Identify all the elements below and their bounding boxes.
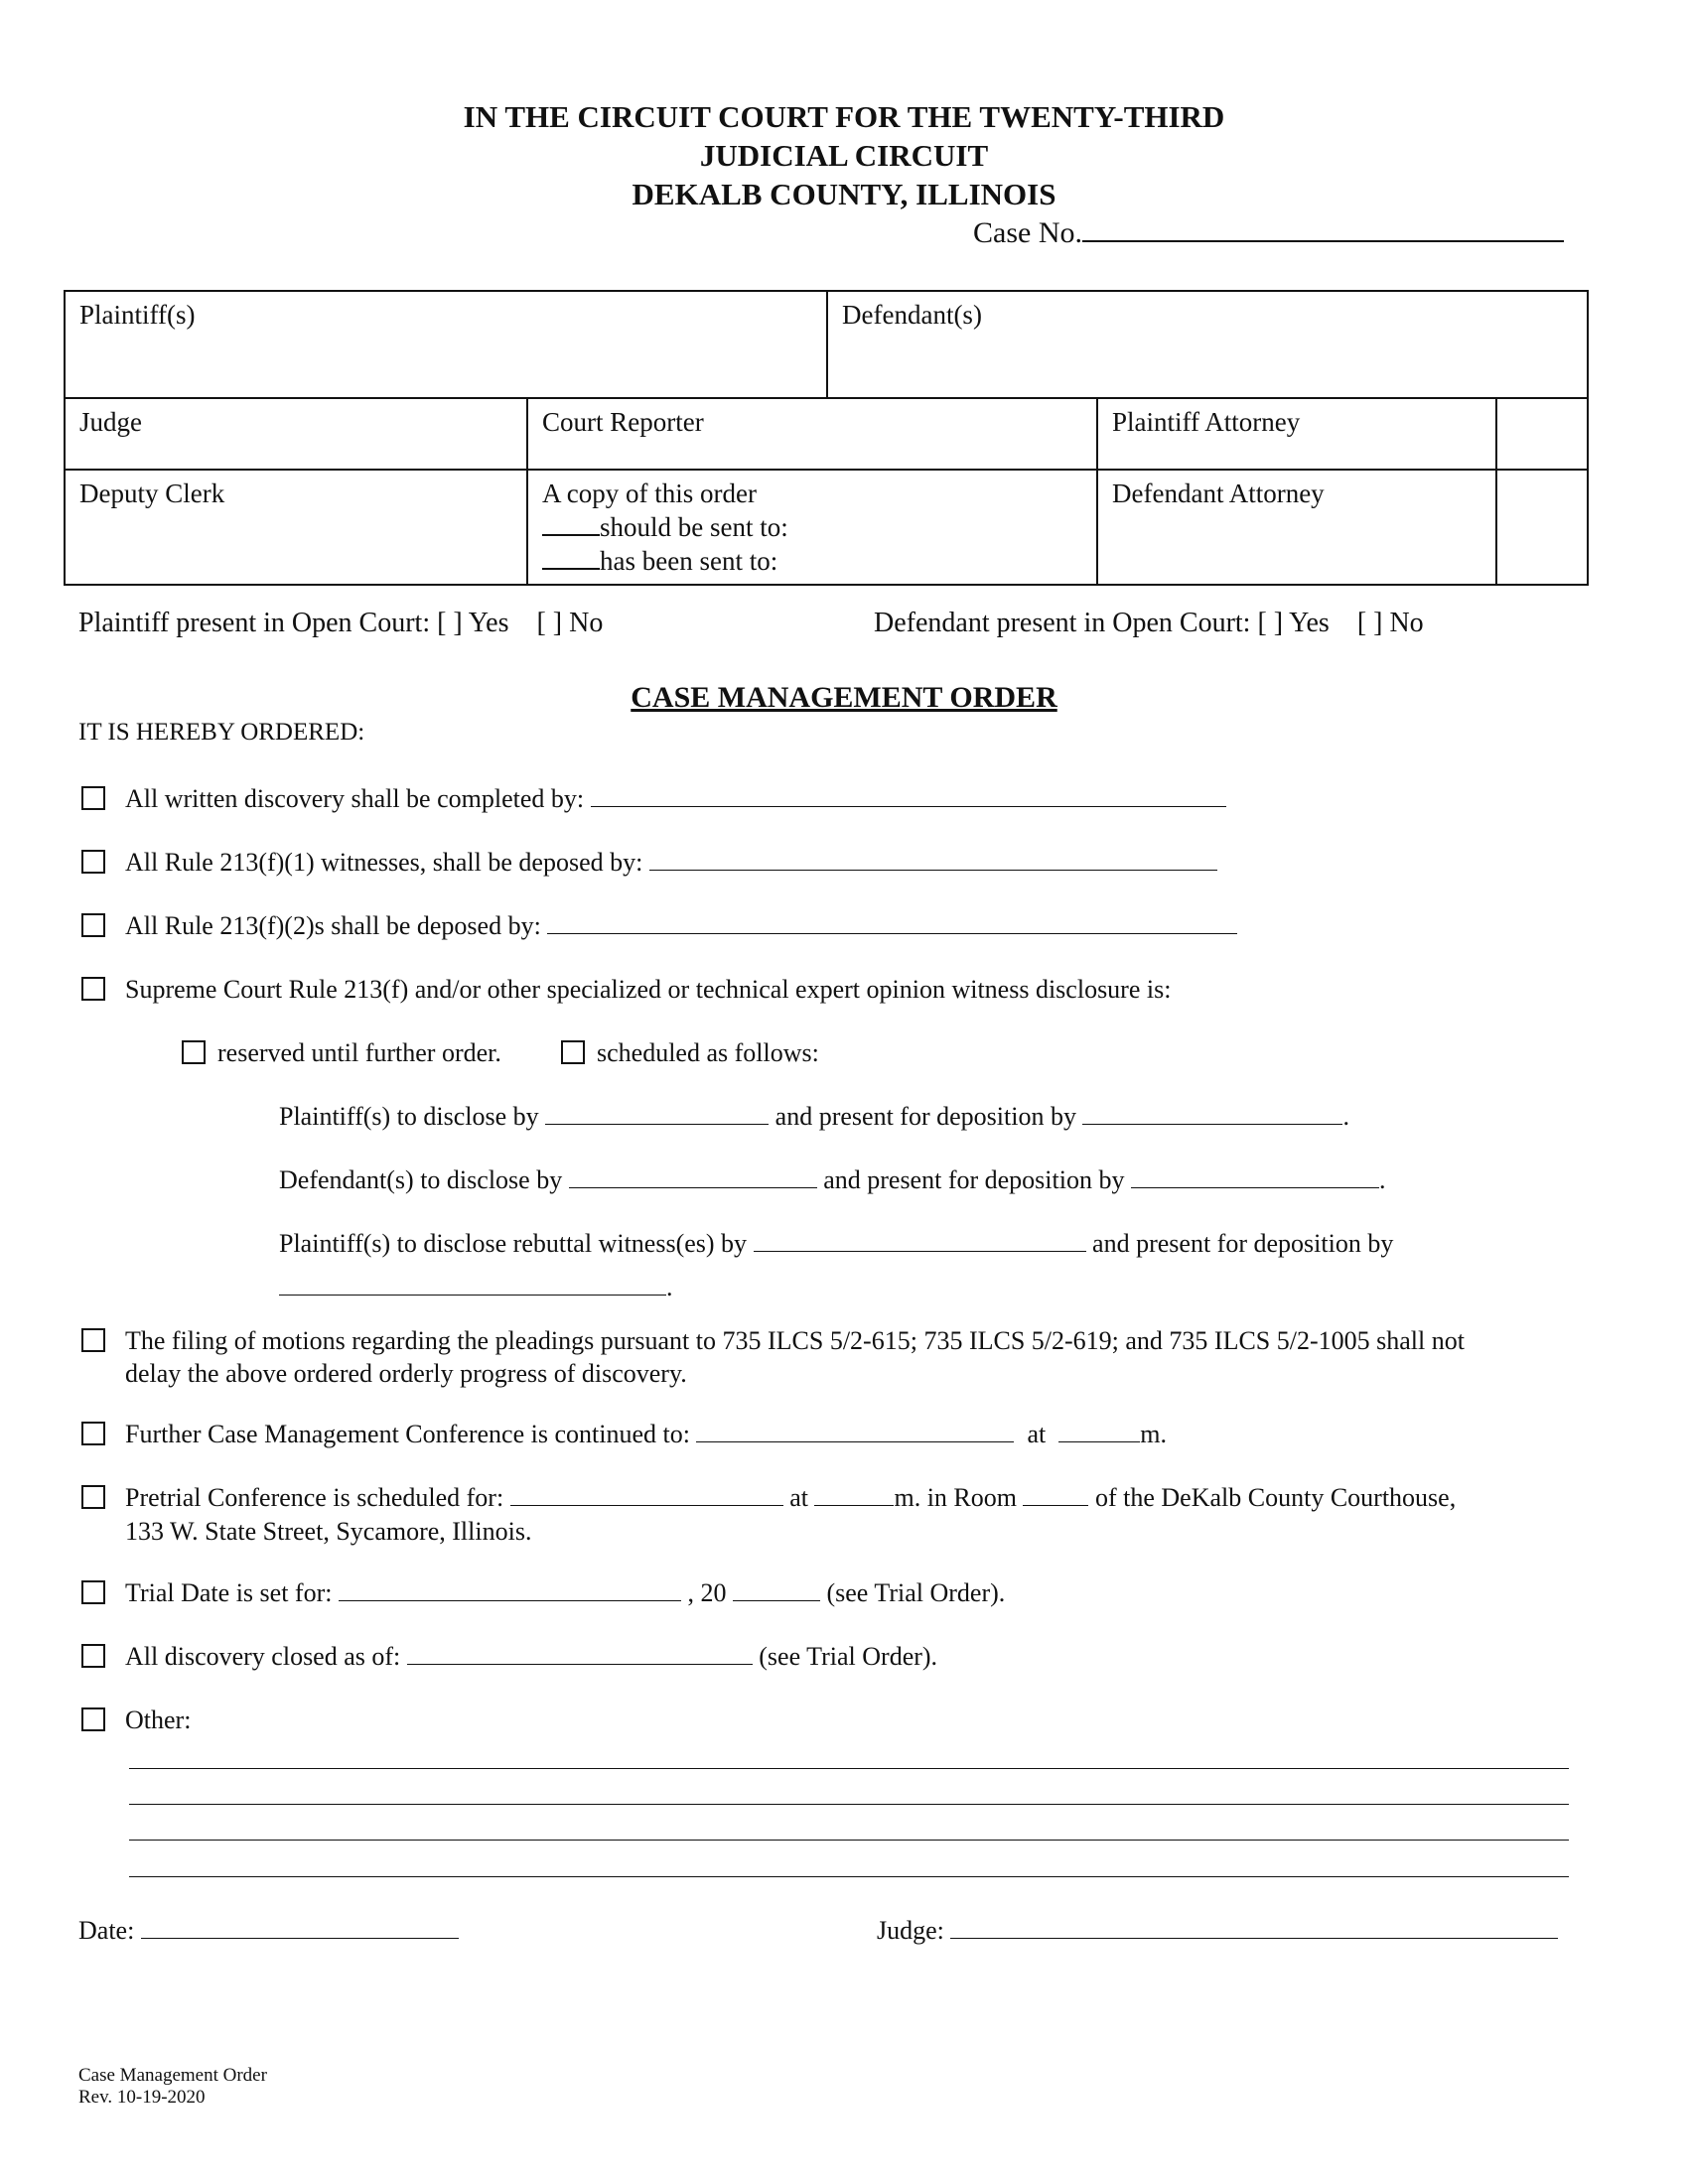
pretrial-time-blank[interactable]	[814, 1504, 894, 1506]
court-county-line: DEKALB COUNTY, ILLINOIS	[632, 177, 1056, 211]
defendant-disclose-line	[279, 1163, 1385, 1196]
rebuttal-label: Plaintiff(s) to disclose rebuttal witness(es) by	[279, 1229, 748, 1258]
defendant-disclose-blank[interactable]	[569, 1186, 817, 1188]
case-no-blank[interactable]	[1082, 239, 1564, 242]
expert-disclosure-label: Supreme Court Rule 213(f) and/or other specialized or technical expert opinion witness disclosure is:	[125, 975, 1172, 1004]
rule-213f2-label: All Rule 213(f)(2)s shall be deposed by:	[125, 911, 541, 940]
pretrial-item	[125, 1481, 1456, 1514]
court-reporter-label: Court Reporter	[542, 407, 704, 437]
written-discovery-checkbox[interactable]	[81, 786, 105, 810]
date-blank[interactable]	[141, 1937, 459, 1939]
plaintiff-no-option[interactable]: [ ] No	[536, 608, 604, 638]
defendant-deposition-blank[interactable]	[1131, 1186, 1379, 1188]
defendants-label: Defendant(s)	[842, 300, 982, 330]
trial-date-checkbox[interactable]	[81, 1580, 105, 1604]
other-label: Other:	[125, 1706, 192, 1734]
plaintiff-yes-option[interactable]: [ ] Yes	[437, 608, 509, 638]
expert-disclosure-item	[125, 973, 1171, 1006]
footer	[78, 2065, 267, 2109]
hereby-ordered: IT IS HEREBY ORDERED:	[78, 719, 365, 746]
defendant-present-label: Defendant present in Open Court:	[874, 608, 1251, 638]
pretrial-room-blank[interactable]	[1023, 1504, 1088, 1506]
has-sent-blank[interactable]	[542, 567, 600, 570]
defendant-yes-option[interactable]: [ ] Yes	[1257, 608, 1330, 638]
discovery-closed-checkbox[interactable]	[81, 1644, 105, 1668]
other-line[interactable]	[129, 1768, 1569, 1769]
judge-signature	[877, 1914, 1558, 1947]
other-checkbox[interactable]	[81, 1707, 105, 1731]
plaintiff-disclose-label: Plaintiff(s) to disclose by	[279, 1102, 539, 1131]
scheduled-checkbox[interactable]	[561, 1040, 585, 1064]
other-line[interactable]	[129, 1804, 1569, 1805]
rule-213f2-item	[125, 909, 1237, 942]
defendant-deposition-label: and present for deposition by	[823, 1165, 1125, 1194]
plaintiff-attorney-extra-cell[interactable]	[1496, 398, 1588, 470]
rebuttal-deposition-label: and present for deposition by	[1092, 1229, 1394, 1258]
copy-order-label: A copy of this order	[542, 478, 757, 508]
judge-cell[interactable]	[65, 398, 527, 470]
other-line[interactable]	[129, 1840, 1569, 1841]
courthouse-address: 133 W. State Street, Sycamore, Illinois.	[125, 1517, 532, 1546]
rebuttal-line	[279, 1227, 1393, 1260]
date-label: Date:	[78, 1916, 135, 1945]
at-label: at	[789, 1483, 808, 1512]
defendant-presence	[874, 608, 1424, 639]
judge-label: Judge	[79, 407, 142, 437]
see-trial-order: (see Trial Order).	[759, 1642, 938, 1671]
reserved-label: reserved until further order.	[217, 1038, 501, 1067]
trial-year-blank[interactable]	[733, 1599, 820, 1601]
deputy-clerk-cell[interactable]	[65, 470, 527, 585]
period: .	[666, 1273, 673, 1301]
copy-order-cell[interactable]	[527, 470, 1097, 585]
discovery-closed-item	[125, 1640, 937, 1673]
footer-revision: Rev. 10-19-2020	[78, 2087, 206, 2108]
m-label: m.	[1140, 1420, 1167, 1448]
motions-checkbox[interactable]	[81, 1328, 105, 1352]
defendant-attorney-extra-cell[interactable]	[1496, 470, 1588, 585]
defendant-attorney-label: Defendant Attorney	[1112, 478, 1325, 508]
further-cmc-label: Further Case Management Conference is continued to:	[125, 1420, 690, 1448]
other-line[interactable]	[129, 1876, 1569, 1877]
plaintiff-presence	[78, 608, 603, 639]
plaintiff-attorney-cell[interactable]	[1097, 398, 1496, 470]
plaintiff-disclose-line	[279, 1100, 1349, 1133]
period: .	[1378, 1165, 1386, 1194]
rule-213f1-label: All Rule 213(f)(1) witnesses, shall be deposed by:	[125, 848, 643, 877]
rebuttal-deposition-blank[interactable]	[279, 1294, 666, 1296]
footer-form-name: Case Management Order	[78, 2065, 267, 2086]
further-cmc-checkbox[interactable]	[81, 1422, 105, 1445]
defendants-cell[interactable]	[827, 291, 1588, 398]
case-caption-table	[64, 290, 1589, 586]
should-send-blank[interactable]	[542, 533, 600, 536]
date-signature	[78, 1914, 459, 1947]
motions-text-line1: The filing of motions regarding the pleadings pursuant to 735 ILCS 5/2-615; 735 ILCS 5/2-619; and 735 ILCS 5/2-1005 shall not	[125, 1326, 1465, 1355]
pretrial-label: Pretrial Conference is scheduled for:	[125, 1483, 504, 1512]
see-trial-order: (see Trial Order).	[826, 1578, 1006, 1607]
trial-date-item	[125, 1576, 1005, 1609]
rule-213f2-blank[interactable]	[547, 932, 1237, 934]
rule-213f1-item	[125, 846, 1217, 879]
written-discovery-item	[125, 782, 1226, 815]
at-label: at	[1027, 1420, 1047, 1448]
judge-label: Judge:	[877, 1916, 944, 1945]
defendant-attorney-cell[interactable]	[1097, 470, 1496, 585]
plaintiffs-label: Plaintiff(s)	[79, 300, 196, 330]
plaintiff-present-label: Plaintiff present in Open Court:	[78, 608, 431, 638]
rule-213f1-blank[interactable]	[649, 869, 1217, 871]
court-name-line2: JUDICIAL CIRCUIT	[699, 138, 989, 173]
discovery-closed-label: All discovery closed as of:	[125, 1642, 401, 1671]
order-title: CASE MANAGEMENT ORDER	[631, 681, 1057, 714]
motions-text-line2: delay the above ordered orderly progress of discovery.	[125, 1359, 687, 1388]
plaintiff-disclose-blank[interactable]	[545, 1123, 769, 1125]
plaintiffs-cell[interactable]	[65, 291, 827, 398]
case-no-label: Case No.	[973, 216, 1082, 249]
pretrial-date-blank[interactable]	[510, 1504, 783, 1506]
expert-disclosure-checkbox[interactable]	[81, 977, 105, 1001]
court-name-line1: IN THE CIRCUIT COURT FOR THE TWENTY-THIRD	[463, 99, 1225, 134]
discovery-closed-blank[interactable]	[407, 1663, 753, 1665]
deputy-clerk-label: Deputy Clerk	[79, 478, 225, 508]
further-cmc-time-blank[interactable]	[1058, 1440, 1140, 1442]
plaintiff-deposition-blank[interactable]	[1082, 1123, 1342, 1125]
trial-date-label: Trial Date is set for:	[125, 1578, 333, 1607]
period: .	[1342, 1102, 1349, 1131]
case-number-field[interactable]	[973, 216, 1564, 250]
rebuttal-blank[interactable]	[754, 1250, 1086, 1252]
further-cmc-item	[125, 1418, 1167, 1450]
rebuttal-deposition-line	[279, 1271, 673, 1303]
year-prefix: , 20	[687, 1578, 727, 1607]
further-cmc-date-blank[interactable]	[696, 1440, 1014, 1442]
defendant-disclose-label: Defendant(s) to disclose by	[279, 1165, 563, 1194]
motions-item	[125, 1324, 1465, 1390]
pretrial-checkbox[interactable]	[81, 1485, 105, 1509]
trial-date-blank[interactable]	[339, 1599, 681, 1601]
courthouse-label: of the DeKalb County Courthouse,	[1094, 1483, 1457, 1512]
scheduled-label: scheduled as follows:	[597, 1038, 819, 1067]
court-reporter-cell[interactable]	[527, 398, 1097, 470]
judge-signature-blank[interactable]	[950, 1937, 1558, 1939]
court-header	[0, 97, 1688, 213]
plaintiff-deposition-label: and present for deposition by	[774, 1102, 1076, 1131]
should-be-sent-label: should be sent to:	[600, 512, 788, 542]
reserved-checkbox[interactable]	[182, 1040, 206, 1064]
rule-213f1-checkbox[interactable]	[81, 850, 105, 874]
rule-213f2-checkbox[interactable]	[81, 913, 105, 937]
has-been-sent-label: has been sent to:	[600, 546, 778, 576]
defendant-no-option[interactable]: [ ] No	[1356, 608, 1424, 638]
written-discovery-label: All written discovery shall be completed by:	[125, 784, 585, 813]
m-in-room-label: m. in Room	[894, 1483, 1017, 1512]
written-discovery-blank[interactable]	[591, 805, 1226, 807]
plaintiff-attorney-label: Plaintiff Attorney	[1112, 407, 1301, 437]
